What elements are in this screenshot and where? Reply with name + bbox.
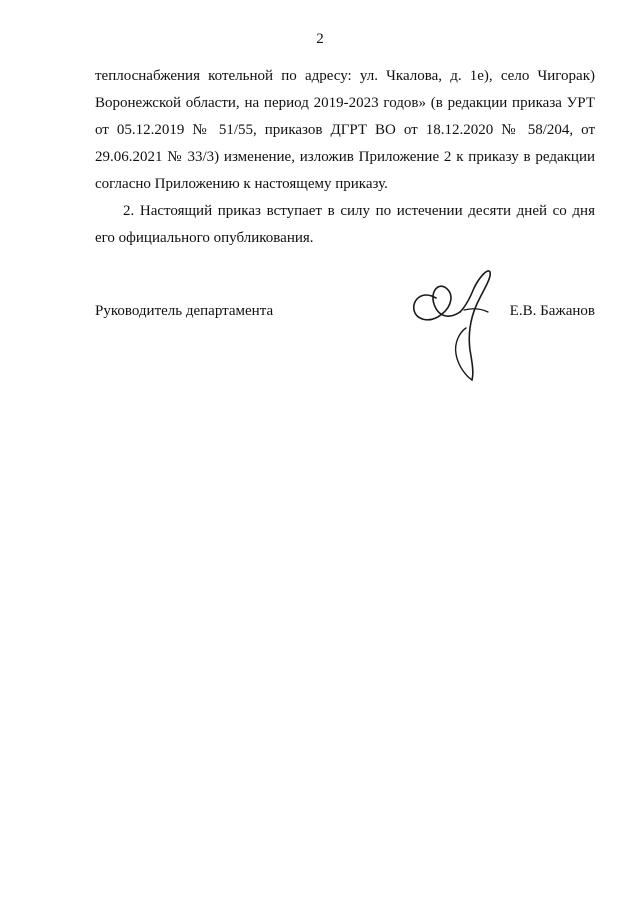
signatory-role: Руководитель департамента (95, 303, 274, 319)
signatory-name: Е.В. Бажанов (509, 303, 595, 319)
paragraph-continuation: теплоснабжения котельной по адресу: ул. Чкалова, д. 1е), село Чигорак) Воронежской области, на период 2019-2023 годов» (в редакции приказа УРТ от 05.12.2019 № 51/55, приказов ДГРТ ВО от 18.12.2020 № 58/204, от 29.06.2021 № 33/3) изменение, изложив Приложение 2 к приказу в редакции согласно Приложению к настоящему приказу. (95, 68, 595, 192)
paragraph-entry-into-force: 2. Настоящий приказ вступает в силу по истечении десяти дней со дня его официального опубликования. (95, 203, 595, 246)
page-number: 2 (316, 31, 324, 47)
handwritten-signature (408, 262, 503, 387)
document-body (95, 63, 595, 252)
